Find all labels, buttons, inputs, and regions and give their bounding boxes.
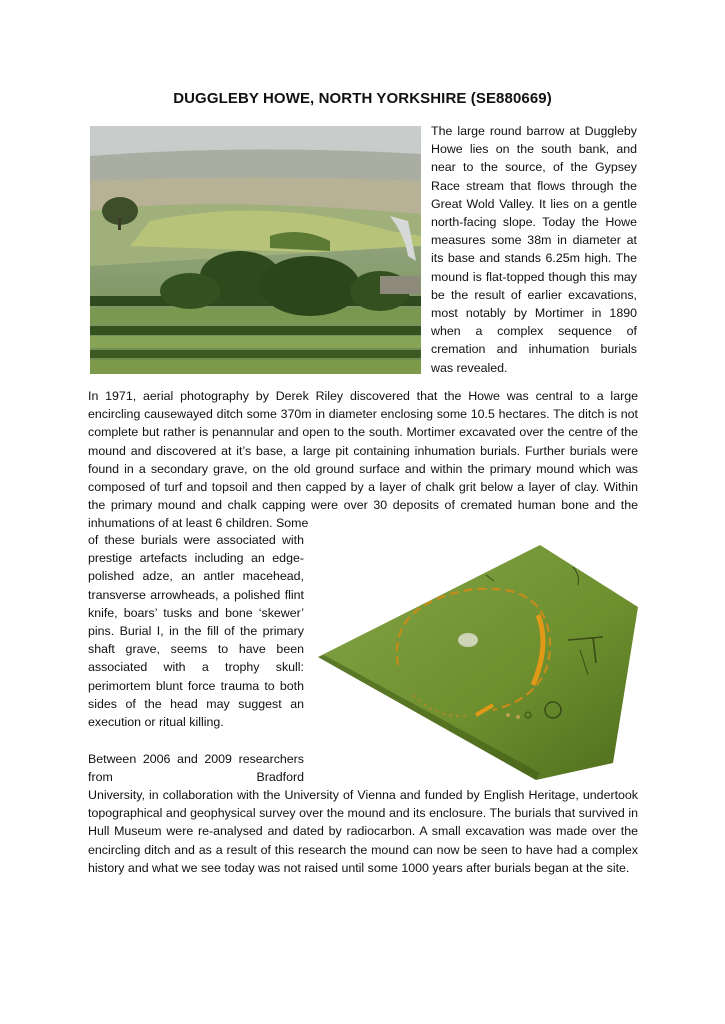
artefacts-paragraph: of these burials were associated with prestige artefacts including an edge-polished adze, an antler macehead, transverse arrowheads, a polished flint knife, boars’ tusks and bone ‘skewer’ pins. Burial I, in the fill of the primary shaft grave, seems to have been associated with a trophy skull: perimortem blunt force trauma to both sides of the head may suggest an execution or ritual killing.	[88, 533, 304, 730]
research-paragraph: University, in collaboration with the University of Vienna and funded by English Heritage, undertook topographical and geophysical survey over the mound and its enclosure. The burials that survived in Hull Museum were re-analysed and dated by radiocarbon. A small excavation was made over the encircling ditch and as a result of this research the mound can now be seen to have had a complex history and what we see today was not raised until some 1000 years after burials began at the site.	[88, 788, 638, 875]
between-2006-paragraph-start: Between 2006 and 2009 researchers from Bradford	[88, 752, 304, 785]
aerial-photography-paragraph: In 1971, aerial photography by Derek Riley discovered that the Howe was central to a large encircling causewayed ditch some 370m in diameter enclosing some 10.5 hectares. The ditch is not complete but rather is penannular and open to the south. Mortimer excavated over the centre of the mound and discovered at it’s base, a large pit containing inhumation burials. Further burials were found in a secondary grave, on the old ground surface and within the primary mound which was composed of turf and topsoil and then capped by a layer of chalk grit below a layer of clay. Within the primary mound and chalk capping were over 30 deposits of cremated human bone and the inhumations of at least 6 children. Some	[88, 389, 638, 531]
landscape-photo	[90, 126, 421, 374]
survey-model-image	[318, 545, 638, 780]
page-title: DUGGLEBY HOWE, NORTH YORKSHIRE (SE880669)	[173, 90, 552, 107]
intro-paragraph: The large round barrow at Duggleby Howe lies on the south bank, and near to the source, of the Gypsey Race stream that flows through the Great Wold Valley. It lies on a gentle north-facing slope. Today the Howe measures some 38m in diameter at its base and stands 6.25m high. The mound is flat-topped though this may be the result of earlier excavations, most notably by Mortimer in 1890 when a complex sequence of cremation and inhumation burials was revealed.	[431, 124, 637, 375]
